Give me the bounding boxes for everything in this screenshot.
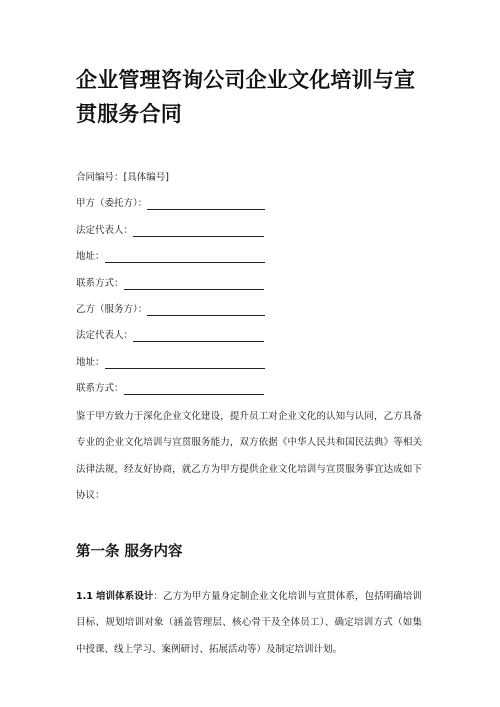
fill-in-blank[interactable]: [147, 199, 265, 210]
fill-in-blank[interactable]: [147, 305, 265, 316]
field-label: 法定代表人：: [76, 224, 134, 236]
party-a-representative-field: [76, 224, 422, 237]
fill-in-blank[interactable]: [105, 358, 265, 369]
contract-fields: [76, 171, 422, 395]
contract-number-field: [76, 171, 422, 184]
field-label: 法定代表人：: [76, 330, 134, 342]
fill-in-blank[interactable]: [133, 331, 264, 342]
fill-in-blank[interactable]: [133, 226, 264, 237]
party-b-address-field: [76, 356, 422, 369]
field-label: 合同编号：[具体编号]: [76, 172, 169, 183]
clause-1-1: [76, 584, 422, 664]
document-title: 企业管理咨询公司企业文化培训与宣贯服务合同: [76, 68, 416, 126]
fill-in-blank[interactable]: [124, 384, 264, 395]
party-a-field: [76, 197, 422, 210]
party-b-field: [76, 303, 422, 316]
clause-body: ：乙方为甲方量身定制企业文化培训与宣贯体系，包括明确培训目标、规划培训对象（涵盖管理层、核心骨干及全体员工）、确定培训方式（如集中授课、线上学习、案例研讨、拓展活动等）及制定培训计划。: [76, 590, 422, 655]
clause-number: 1.1: [76, 590, 93, 602]
field-label: 联系方式：: [76, 383, 124, 395]
field-label: 甲方（委托方）：: [76, 198, 148, 210]
section-heading: 第一条 服务内容: [76, 543, 183, 560]
field-label: 乙方（服务方）：: [76, 303, 148, 315]
field-label: 地址：: [76, 251, 105, 263]
party-a-address-field: [76, 250, 422, 263]
fill-in-blank[interactable]: [105, 252, 265, 263]
fill-in-blank[interactable]: [124, 279, 264, 290]
field-label: 联系方式：: [76, 277, 124, 289]
party-b-representative-field: [76, 329, 422, 342]
party-b-contact-field: [76, 382, 422, 395]
party-a-contact-field: [76, 277, 422, 290]
field-label: 地址：: [76, 356, 105, 368]
intro-paragraph: 鉴于甲方致力于深化企业文化建设，提升员工对企业文化的认知与认同，乙方具备专业的企业文化培训与宣贯服务能力，双方依据《中华人民共和国民法典》等相关法律法规，经友好协商，就乙方为甲方提供企业文化培训与宣贯服务事宜达成如下协议：: [76, 410, 422, 502]
clause-title: 培训体系设计: [95, 590, 154, 602]
